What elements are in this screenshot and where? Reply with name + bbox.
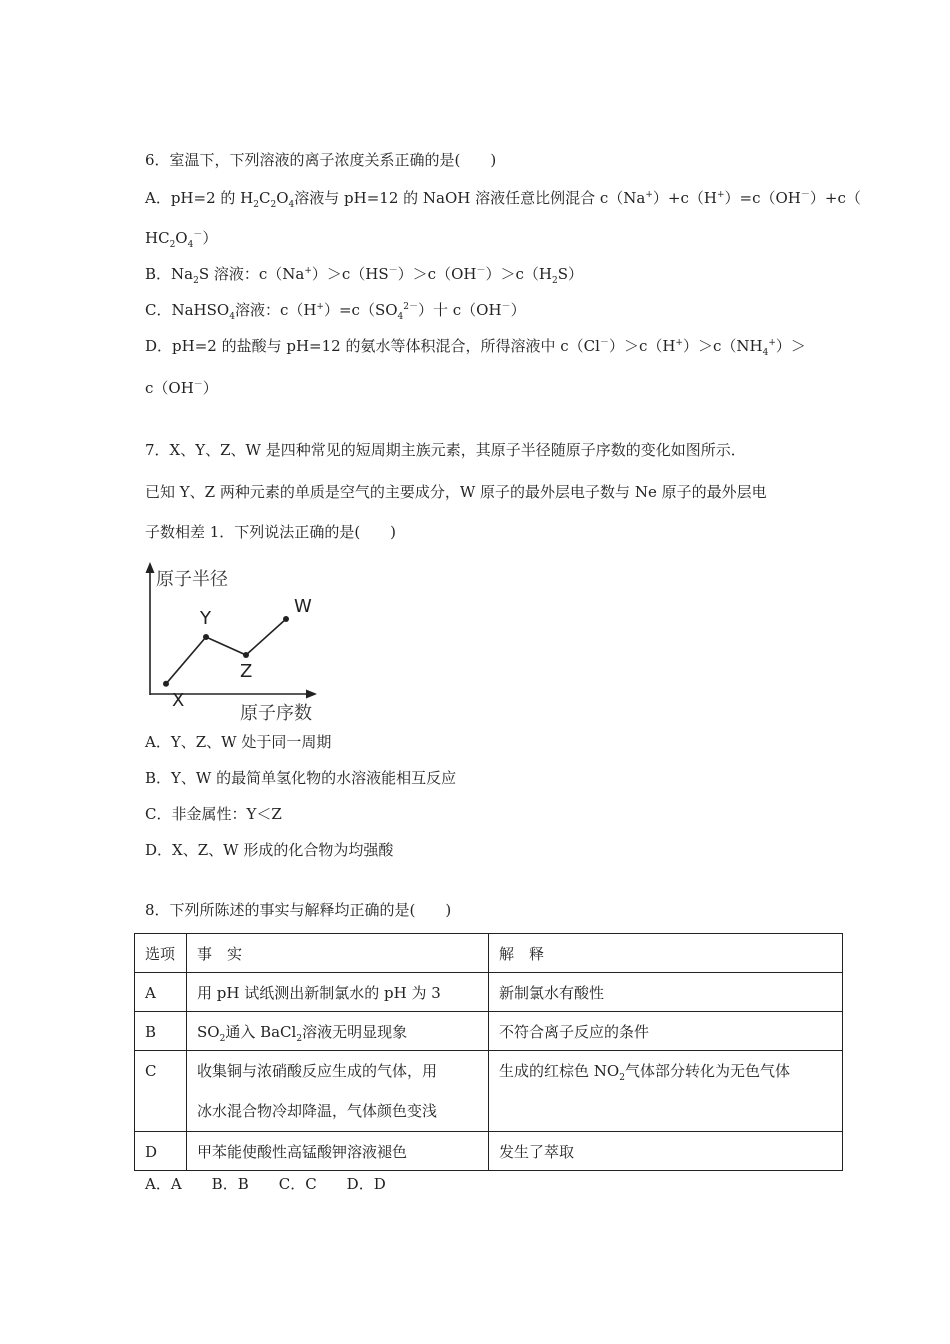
question-6-option-d-line2: c（OH－） xyxy=(145,379,218,397)
row-fact: 甲苯能使酸性高锰酸钾溶液褪色 xyxy=(187,1132,489,1171)
question-7-option-b: B．Y、W 的最简单氢化物的水溶液能相互反应 xyxy=(145,769,457,787)
table-row xyxy=(135,1051,843,1132)
point-label-z: Z xyxy=(240,661,253,682)
atomic-radius-chart xyxy=(110,560,340,725)
row-fact: $SO_2$通入 BaCl$_2$溶液无明显现象 xyxy=(187,1012,489,1051)
question-7-line3: 子数相差 1．下列说法正确的是( ) xyxy=(145,523,397,541)
question-7-line1: 7．X、Y、Z、W 是四种常见的短周期主族元素，其原子半径随原子序数的变化如图所示． xyxy=(145,441,746,459)
header-option: 选项 xyxy=(135,934,187,973)
row-explanation: 不符合离子反应的条件 xyxy=(489,1012,843,1051)
row-explanation: 发生了萃取 xyxy=(489,1132,843,1171)
data-point-w xyxy=(283,616,289,622)
point-label-y: Y xyxy=(200,608,211,629)
row-option: C xyxy=(135,1051,187,1132)
header-explanation: 解 释 xyxy=(489,934,843,973)
question-8-title: 8．下列所陈述的事实与解释均正确的是( ) xyxy=(145,901,452,919)
question-7-option-c: C．非金属性：Y＜Z xyxy=(145,805,282,823)
point-label-w: W xyxy=(294,596,312,617)
x-axis-label: 原子序数 xyxy=(240,703,312,724)
row-explanation: 生成的红棕色 $NO_2$气体部分转化为无色气体 xyxy=(489,1051,843,1132)
facts-table xyxy=(134,933,843,1171)
series-line xyxy=(166,619,286,684)
row-option: D xyxy=(135,1132,187,1171)
question-8-answer-choices: A．A B．B C．C D．D xyxy=(145,1175,386,1193)
question-6-option-d-line1: D．pH=2 的盐酸与 pH=12 的氨水等体积混合，所得溶液中 $c(Cl^-)>c(H^+)>c(NH_4^+)>$ xyxy=(145,337,806,358)
row-fact-line1: 收集铜与浓硝酸反应生成的气体，用 xyxy=(197,1062,438,1080)
point-label-x: X xyxy=(172,689,185,711)
row-explanation: 新制氯水有酸性 xyxy=(489,973,843,1012)
question-6-option-a-line1: A．pH=2 的 $H_2C_2O_4$溶液与 pH=12 的 NaOH 溶液任意比例混合 c（Na+）+c（H+）=c（OH－）+c（ xyxy=(145,189,861,210)
table-row xyxy=(135,973,843,1012)
question-7-option-d: D．X、Z、W 形成的化合物为均强酸 xyxy=(145,841,394,859)
question-7-option-a: A．Y、Z、W 处于同一周期 xyxy=(145,733,332,751)
data-point-y xyxy=(203,634,209,640)
row-option: B xyxy=(135,1012,187,1051)
x-axis-arrow-icon xyxy=(306,690,317,699)
question-6-option-b: B．$Na_2S$ 溶液：$c(Na^+)>c(HS^-)>c(OH^-)>c(H_2S)$ xyxy=(145,265,583,286)
data-point-x xyxy=(163,681,169,687)
row-fact xyxy=(187,1051,489,1132)
table-row xyxy=(135,1132,843,1171)
table-header-row xyxy=(135,934,843,973)
question-6-title: 6．室温下，下列溶液的离子浓度关系正确的是( ) xyxy=(145,151,497,169)
y-axis-label: 原子半径 xyxy=(156,569,228,590)
row-option: A xyxy=(135,973,187,1012)
question-6-option-c: C．NaHSO$_4$溶液：$c(H^+)=c(SO_4^{2-})$十 c（OH－） xyxy=(145,301,526,322)
y-axis-arrow-icon xyxy=(146,562,155,573)
data-point-z xyxy=(243,652,249,658)
table-row xyxy=(135,1012,843,1051)
question-7-line2: 已知 Y、Z 两种元素的单质是空气的主要成分，W 原子的最外层电子数与 Ne 原子的最外层电 xyxy=(145,483,767,501)
row-fact-line2: 冰水混合物冷却降温，气体颜色变浅 xyxy=(197,1102,438,1120)
question-6-option-a-line2: $HC_2O_4^-$） xyxy=(145,229,218,250)
header-fact: 事 实 xyxy=(187,934,489,973)
row-fact: 用 pH 试纸测出新制氯水的 pH 为 3 xyxy=(187,973,489,1012)
